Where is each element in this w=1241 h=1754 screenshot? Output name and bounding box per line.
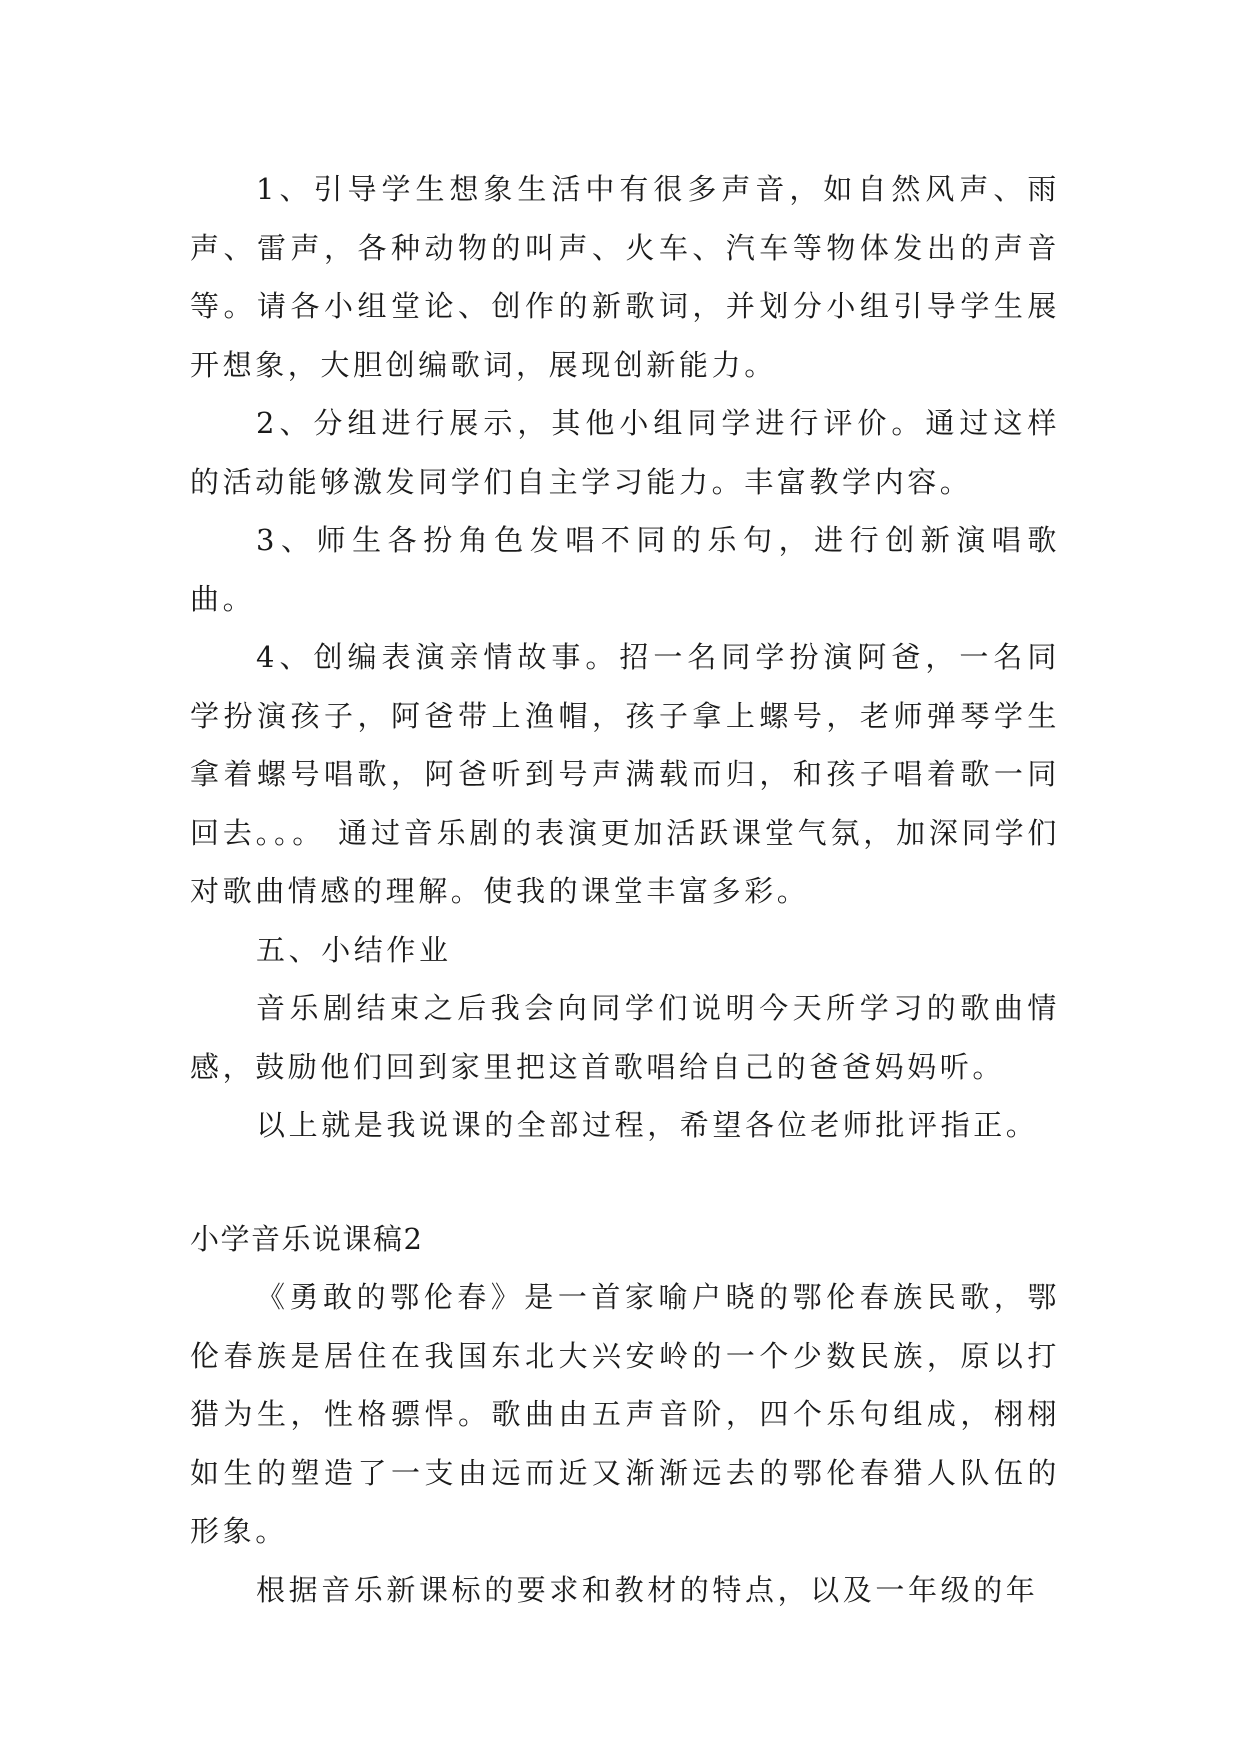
paragraph-summary: 音乐剧结束之后我会向同学们说明今天所学习的歌曲情感，鼓励他们回到家里把这首歌唱给自己的爸爸妈妈听。	[190, 991, 1060, 1084]
document-body	[190, 160, 1060, 1619]
section-spacer	[190, 1155, 1060, 1210]
section-title: 小学音乐说课稿2	[190, 1221, 424, 1256]
paragraph-step-4: 4、创编表演亲情故事。招一名同学扮演阿爸，一名同学扮演孩子，阿爸带上渔帽，孩子拿上螺号，老师弹琴学生拿着螺号唱歌，阿爸听到号声满载而归，和孩子唱着歌一同回去。。。 通过音乐剧的表演更加活跃课堂气氛，加深同学们对歌曲情感的理解。使我的课堂丰富多彩。	[190, 640, 1060, 908]
paragraph-curriculum: 根据音乐新课标的要求和教材的特点，以及一年级的年	[256, 1572, 1039, 1607]
paragraph-step-1: 1、引导学生想象生活中有很多声音，如自然风声、雨声、雷声，各种动物的叫声、火车、汽车等物体发出的声音等。请各小组堂论、创作的新歌词，并划分小组引导学生展开想象，大胆创编歌词，展现创新能力。	[190, 172, 1060, 382]
paragraph-step-2: 2、分组进行展示，其他小组同学进行评价。通过这样的活动能够激发同学们自主学习能力。丰富教学内容。	[190, 406, 1060, 499]
summary-heading: 五、小结作业	[256, 932, 452, 967]
paragraph-closing: 以上就是我说课的全部过程，希望各位老师批评指正。	[256, 1108, 1039, 1142]
paragraph-song-intro: 《勇敢的鄂伦春》是一首家喻户晓的鄂伦春族民歌，鄂伦春族是居住在我国东北大兴安岭的一个少数民族，原以打猎为生，性格骠悍。歌曲由五声音阶，四个乐句组成，栩栩如生的塑造了一支由远而近又渐渐远去的鄂伦春猎人队伍的形象。	[190, 1280, 1060, 1548]
paragraph-step-3: 3、师生各扮角色发唱不同的乐句，进行创新演唱歌曲。	[190, 523, 1060, 616]
